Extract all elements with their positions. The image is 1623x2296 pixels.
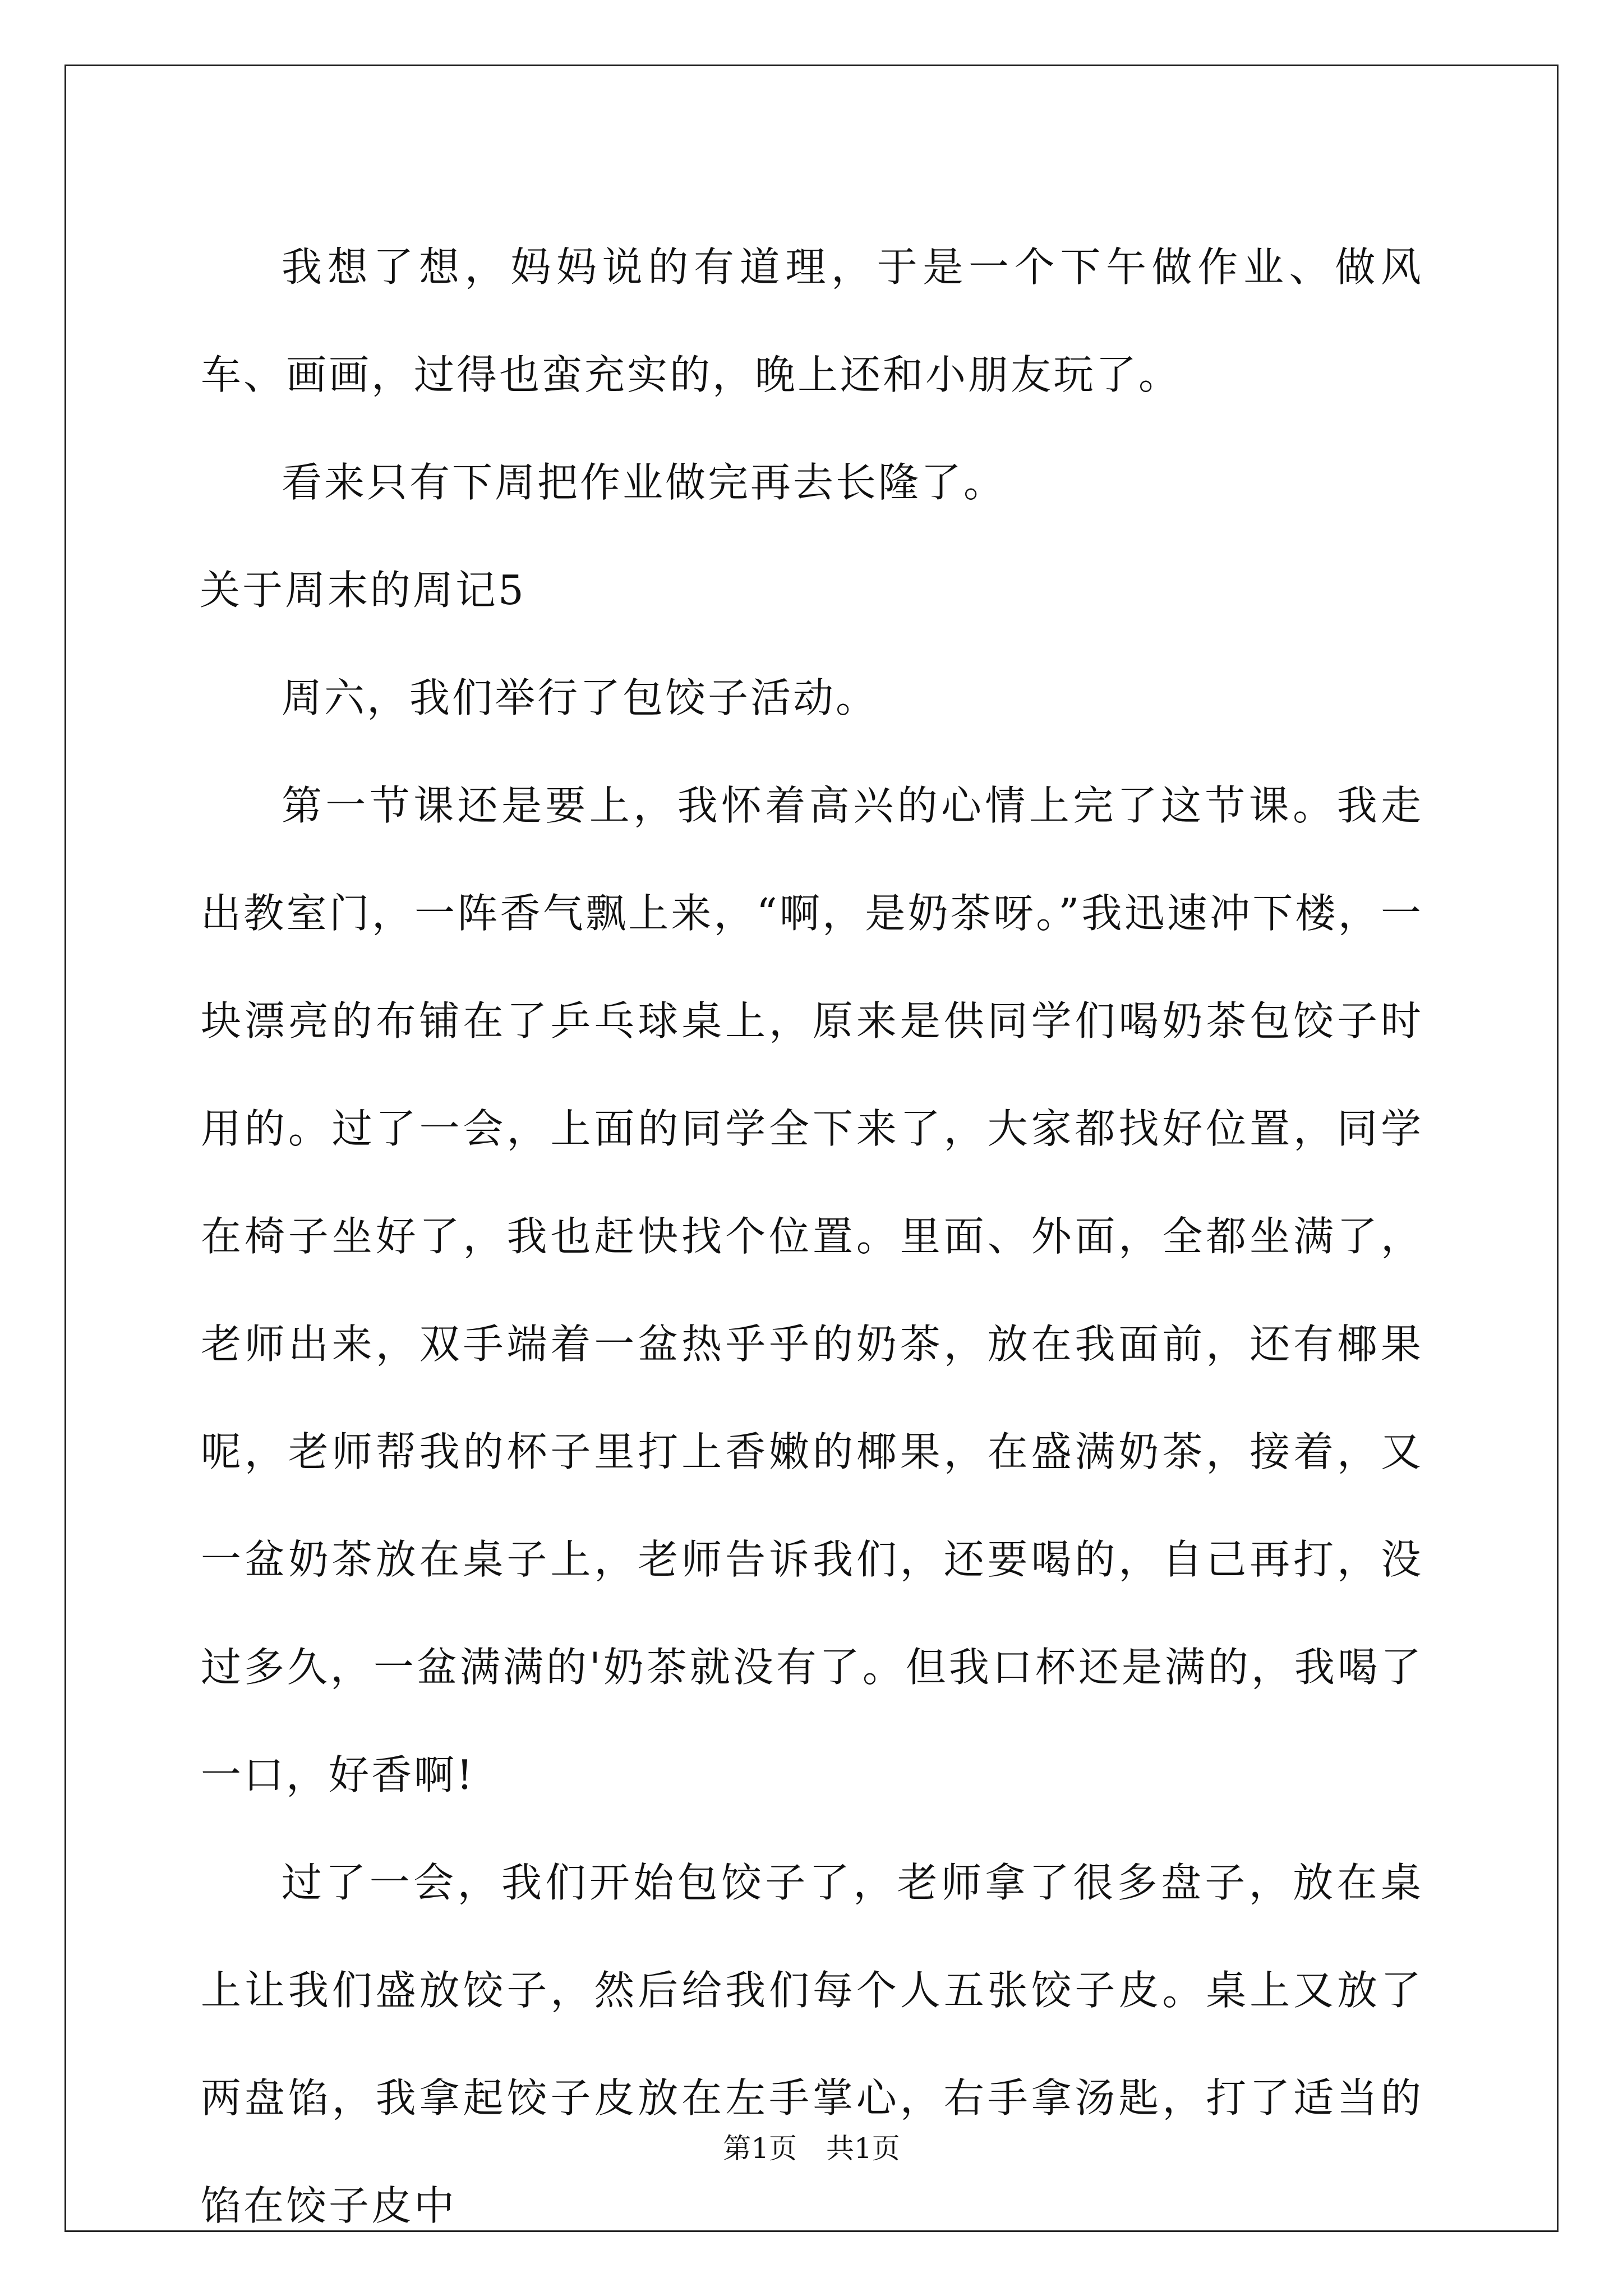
document-body (201, 213, 1423, 2260)
paragraph: 第一节课还是要上，我怀着高兴的心情上完了这节课。我走出教室门，一阵香气飘上来，“啊，是奶茶呀。”我迅速冲下楼，一块漂亮的布铺在了乒乓球桌上，原来是供同学们喝奶茶包饺子时用的。过了一会，上面的同学全下来了，大家都找好位置，同学在椅子坐好了，我也赶快找个位置。里面、外面，全都坐满了，老师出来，双手端着一盆热乎乎的奶茶，放在我面前，还有椰果呢，老师帮我的杯子里打上香嫩的椰果，在盛满奶茶，接着，又一盆奶茶放在桌子上，老师告诉我们，还要喝的，自己再打，没过多久，一盆满满的'奶茶就没有了。但我口杯还是满的，我喝了一口，好香啊! (201, 782, 1423, 1798)
page-total: 共1页 (826, 2132, 900, 2165)
paragraph: 周六，我们举行了包饺子活动。 (282, 674, 879, 721)
paragraph: 我想了想，妈妈说的有道理，于是一个下午做作业、做风车、画画，过得也蛮充实的，晚上还和小朋友玩了。 (201, 243, 1423, 398)
section-heading: 关于周末的周记5 (200, 567, 526, 614)
page-number: 第1页 (723, 2132, 797, 2165)
paragraph: 看来只有下周把作业做完再去长隆了。 (282, 459, 1007, 506)
page-footer (0, 2132, 1623, 2165)
paragraph: 过了一会，我们开始包饺子了，老师拿了很多盘子，放在桌上让我们盛放饺子，然后给我们每个人五张饺子皮。桌上又放了两盘馅，我拿起饺子皮放在左手掌心，右手拿汤匙，打了适当的馅在饺子皮中 (201, 1859, 1423, 2229)
